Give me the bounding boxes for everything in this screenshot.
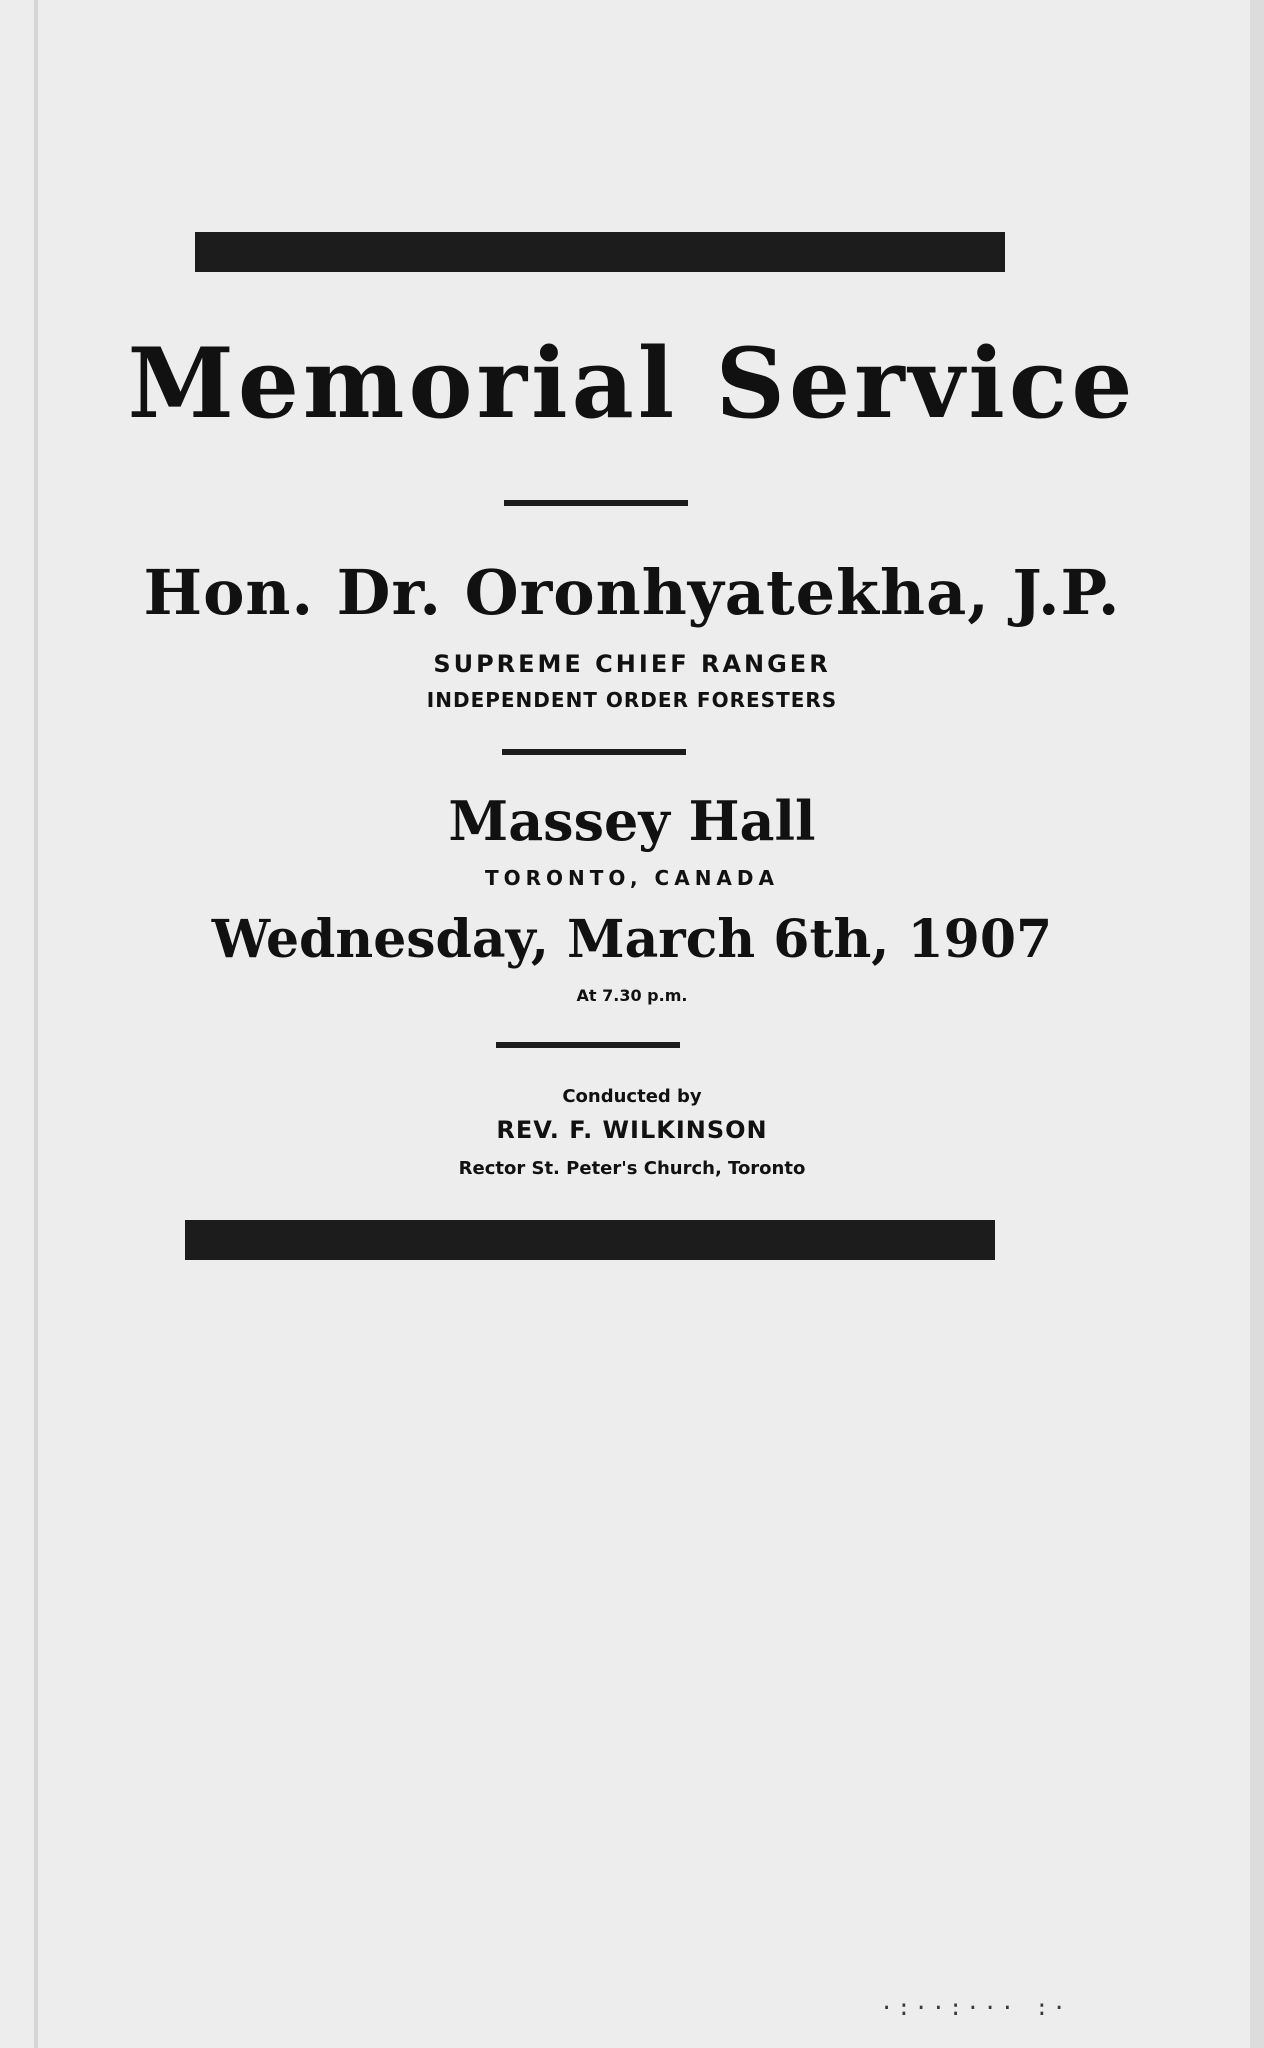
archive-shelfmark: ·:··:··· :·	[880, 1996, 1070, 2021]
service-date: Wednesday, March 6th, 1907	[211, 909, 1053, 970]
honoree-name: Hon. Dr. Oronhyatekha, J.P.	[143, 556, 1121, 629]
service-time: At 7.30 p.m.	[576, 986, 688, 1005]
divider-rule	[496, 1042, 680, 1048]
top-rule-bar	[195, 232, 1005, 272]
officiant-name: REV. F. WILKINSON	[496, 1116, 768, 1144]
divider-rule	[504, 500, 688, 506]
bottom-rule-bar	[185, 1220, 995, 1260]
venue-location: TORONTO, CANADA	[484, 866, 779, 890]
conducted-by-label: Conducted by	[562, 1086, 702, 1107]
program-title: Memorial Service	[127, 327, 1137, 440]
divider-rule	[502, 749, 686, 755]
officiant-title: Rector St. Peter's Church, Toronto	[458, 1158, 806, 1179]
venue-name: Massey Hall	[448, 789, 816, 853]
honoree-rank: SUPREME CHIEF RANGER	[433, 650, 831, 678]
organization-name: INDEPENDENT ORDER FORESTERS	[426, 688, 838, 712]
